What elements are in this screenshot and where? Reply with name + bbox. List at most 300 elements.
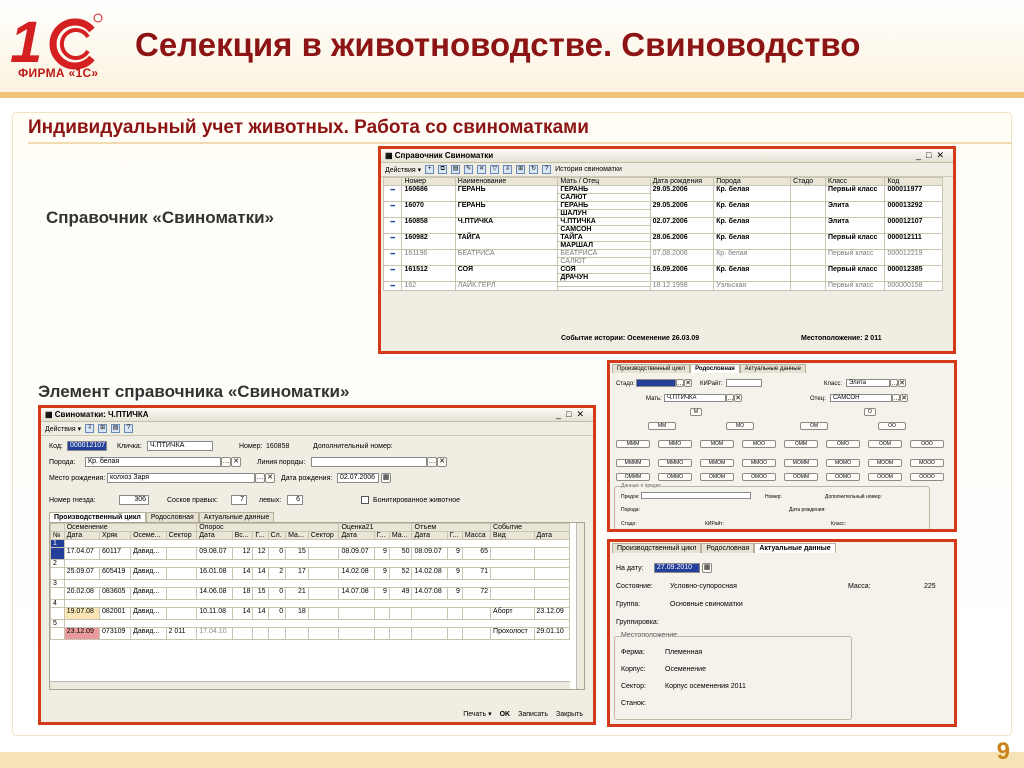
- column-header: Дата: [339, 532, 374, 540]
- delete-icon[interactable]: ✕: [479, 166, 485, 172]
- teats-label: Сосков правых:: [167, 497, 218, 504]
- cycle-cell-fd: 14.06.08: [197, 588, 232, 600]
- pedigree-ancestor-button[interactable]: МОО: [742, 440, 776, 448]
- actions-menu[interactable]: Действия ▾: [45, 425, 82, 433]
- row-marker-icon: ━: [384, 202, 402, 218]
- group-header: Осеменение: [64, 524, 197, 532]
- pedigree-ancestor-button[interactable]: ОО: [878, 422, 906, 430]
- cell-father: ДРАЧУН: [558, 274, 650, 282]
- pedigree-ancestor-button[interactable]: ММОМ: [700, 459, 734, 467]
- breed-field[interactable]: Кр. белая: [85, 457, 221, 467]
- cycle-cell-sec: [166, 608, 197, 620]
- column-header: Дата: [64, 532, 99, 540]
- history-button[interactable]: История свиноматки: [555, 166, 622, 173]
- pedigree-ancestor-button[interactable]: ОМО: [826, 440, 860, 448]
- cycle-cell-wd: [412, 608, 447, 620]
- help-icon[interactable]: ?: [124, 424, 133, 433]
- cycle-cell-od: 14.02.08: [339, 568, 374, 580]
- pedigree-ancestor-button[interactable]: МММО: [658, 459, 692, 467]
- column-header: Ма...: [389, 532, 412, 540]
- pedigree-ancestor-button[interactable]: ООМО: [826, 473, 860, 481]
- column-header: Дата: [197, 532, 232, 540]
- list-icon[interactable]: ≡: [503, 165, 512, 174]
- pedigree-tabs: [612, 364, 952, 373]
- group-label: Группа:: [616, 601, 641, 608]
- cycle-cell-o1: 9: [374, 588, 389, 600]
- pedigree-ancestor-button[interactable]: МОМО: [826, 459, 860, 467]
- father-field[interactable]: САМСОН: [830, 394, 892, 402]
- cycle-cell-evd: [534, 568, 569, 580]
- pedigree-ancestor-button[interactable]: МММ: [616, 440, 650, 448]
- pedigree-ancestor-button[interactable]: ООМ: [868, 440, 902, 448]
- column-header: Сектор: [166, 532, 197, 540]
- cell-name: СОЯ: [455, 266, 558, 282]
- cell-code: 000013292: [885, 202, 943, 218]
- cycle-cell-w2: [462, 628, 490, 640]
- ancestor-field[interactable]: [641, 492, 751, 499]
- print-button[interactable]: Печать ▾: [463, 711, 492, 718]
- cell-number: 16070: [402, 202, 455, 218]
- cell-herd: [791, 218, 826, 234]
- pedigree-ancestor-button[interactable]: МОМ: [700, 440, 734, 448]
- clear-button[interactable]: ✕: [735, 395, 741, 402]
- cell-name: ГЕРАНЬ: [455, 202, 558, 218]
- cell-birthdate: 02.07.2006: [650, 218, 714, 234]
- cycle-row-marker: [51, 588, 65, 600]
- cycle-cell-v3: 2: [268, 568, 286, 580]
- farm-value: Племенная: [665, 649, 703, 656]
- table-row[interactable]: [384, 250, 943, 258]
- cycle-cell-ins: Давид...: [131, 628, 166, 640]
- cycle-row-header: [51, 540, 570, 548]
- tab-production-cycle[interactable]: Производственный цикл: [612, 543, 701, 553]
- cycle-cell-s2: [308, 628, 339, 640]
- cycle-cell-v3: 0: [268, 548, 286, 560]
- number-value: 160858: [266, 443, 290, 450]
- cycle-cell-od: 14.07.08: [339, 588, 374, 600]
- select-button[interactable]: …: [222, 458, 230, 465]
- pedigree-ancestor-button[interactable]: ОМОО: [742, 473, 776, 481]
- production-cycle-grid: [49, 522, 585, 690]
- cycle-cell-evd: [534, 548, 569, 560]
- calendar-icon[interactable]: ▦: [703, 564, 711, 571]
- cell-code: 000011977: [885, 186, 943, 202]
- logo-caption: ФИРМА «1С»: [18, 66, 99, 80]
- cell-birthdate: 29.05.2006: [650, 202, 714, 218]
- cycle-row-spacer: [64, 580, 569, 588]
- cycle-cell-o1: [374, 608, 389, 620]
- cycle-cell-o1: 9: [374, 548, 389, 560]
- pedigree-ancestor-button[interactable]: ОМ: [800, 422, 828, 430]
- state-value: Условно-супоросная: [670, 583, 737, 590]
- cell-code: 000012107: [885, 218, 943, 234]
- copy-icon[interactable]: ⧉: [438, 165, 447, 174]
- cycle-cell-w1: 9: [447, 568, 462, 580]
- cycle-cell-w2: 72: [462, 588, 490, 600]
- column-header[interactable]: Класс: [826, 178, 885, 186]
- cycle-cell-boar: 60117: [100, 548, 131, 560]
- report-icon[interactable]: ▤: [112, 425, 119, 431]
- cycle-cell-wd: 14.02.08: [412, 568, 447, 580]
- cell-class: Первый класс: [826, 250, 885, 266]
- table-row[interactable]: [384, 202, 943, 210]
- pedigree-ancestor-button[interactable]: ОМОМ: [700, 473, 734, 481]
- pedigree-ancestor-button[interactable]: МООО: [910, 459, 944, 467]
- select-button[interactable]: …: [428, 458, 436, 465]
- pedigree-ancestor-button[interactable]: МООМ: [868, 459, 902, 467]
- tab-production-cycle[interactable]: Производственный цикл: [49, 512, 146, 522]
- birthplace-field[interactable]: колхоз Заря: [107, 473, 255, 483]
- group-header: Оценка21: [339, 524, 412, 532]
- close-button[interactable]: Закрыть: [556, 710, 583, 718]
- cycle-cell-sec: [166, 568, 197, 580]
- pedigree-ancestor-button[interactable]: ММ: [648, 422, 676, 430]
- cycle-cell-o2: [389, 608, 412, 620]
- cycle-cell-o2: [389, 628, 412, 640]
- row-marker-icon: ━: [384, 186, 402, 202]
- cell-mother: ТАЙГА: [558, 234, 650, 242]
- tab-actual-data[interactable]: Актуальные данные: [740, 364, 806, 373]
- slide-title: Селекция в животноводстве. Свиноводство: [135, 26, 861, 63]
- table-row[interactable]: [384, 218, 943, 226]
- table-row[interactable]: [51, 608, 570, 620]
- pedigree-area: [610, 374, 954, 532]
- cell-breed: Кр. белая: [714, 250, 791, 266]
- actions-menu[interactable]: Действия ▾: [385, 166, 422, 174]
- ancestor-kirain-label: КИРайт:: [705, 521, 724, 527]
- cycle-cell-fd: 09.08.07: [197, 548, 232, 560]
- pedigree-ancestor-button[interactable]: ММММ: [616, 459, 650, 467]
- cell-birthdate: 07.08.2006: [650, 250, 714, 266]
- cell-herd: [791, 282, 826, 291]
- cycle-cell-s2: [308, 548, 339, 560]
- nest-field[interactable]: 306: [119, 495, 149, 505]
- ancestor-title: Данные о предке: [621, 483, 661, 489]
- select-button[interactable]: …: [727, 395, 734, 402]
- location-title: Местоположение: [621, 632, 678, 639]
- cycle-cell-ins: Давид...: [131, 588, 166, 600]
- cycle-cell-o1: 9: [374, 568, 389, 580]
- cell-breed: Кр. белая: [714, 266, 791, 282]
- folder-icon: ▦: [45, 410, 55, 419]
- cycle-cell-wd: [412, 628, 447, 640]
- table-header: [384, 178, 943, 186]
- select-button[interactable]: …: [256, 474, 264, 481]
- cycle-cell-w2: [462, 608, 490, 620]
- tab-production-cycle[interactable]: Производственный цикл: [612, 364, 690, 373]
- cell-name: ЛАЙК.ГЕРЛ: [455, 282, 558, 291]
- ancestor-addnum-label: Дополнительный номер:: [825, 494, 882, 500]
- cycle-cell-v1: [232, 628, 253, 640]
- vertical-scrollbar[interactable]: [576, 523, 584, 690]
- cell-father: [558, 286, 650, 291]
- cell-name: Ч.ПТИЧКА: [455, 218, 558, 234]
- element-header-fields: [41, 436, 593, 494]
- column-header[interactable]: Стадо: [791, 178, 826, 186]
- cycle-cell-w1: [447, 608, 462, 620]
- cell-birthdate: 29.05.2006: [650, 186, 714, 202]
- teats-left-field[interactable]: 6: [287, 495, 303, 505]
- cycle-cell-ev: [491, 548, 534, 560]
- code-field[interactable]: 000012107: [67, 441, 107, 451]
- birthdate-label: Дата рождения:: [281, 475, 333, 482]
- select-button[interactable]: …: [891, 380, 898, 387]
- table-row[interactable]: [384, 186, 943, 194]
- cycle-row-number: 2: [51, 560, 65, 568]
- pedigree-window: [607, 360, 957, 532]
- caption-directory: Справочник «Свиноматки»: [46, 208, 274, 227]
- horizontal-scrollbar[interactable]: [50, 681, 570, 689]
- ancestor-group: [614, 483, 930, 532]
- table-row[interactable]: [384, 234, 943, 242]
- history-status: Событие истории: Осеменение 26.03.09: [561, 335, 700, 342]
- cycle-cell-s2: [308, 608, 339, 620]
- mother-field[interactable]: Ч.ПТИЧКА: [664, 394, 726, 402]
- group-value: Основные свиноматки: [670, 601, 743, 608]
- cell-herd: [791, 250, 826, 266]
- clear-button[interactable]: ✕: [437, 457, 447, 467]
- cycle-row-spacer: [64, 620, 569, 628]
- stall-label: Станок:: [621, 700, 646, 707]
- pedigree-ancestor-button[interactable]: МОММ: [784, 459, 818, 467]
- tab-pedigree[interactable]: Родословная: [690, 364, 740, 373]
- table-row[interactable]: [51, 628, 570, 640]
- pedigree-ancestor-button[interactable]: МО: [726, 422, 754, 430]
- ancestor-herd-label: Стадо:: [621, 521, 637, 527]
- cycle-cell-v2: 14: [253, 568, 268, 580]
- window-title: Справочник Свиноматки: [394, 151, 494, 160]
- cycle-cell-v4: 15: [286, 548, 309, 560]
- clear-button[interactable]: ✕: [901, 395, 907, 402]
- calendar-icon[interactable]: ▦: [382, 474, 390, 481]
- cell-number: 160858: [402, 218, 455, 234]
- column-header[interactable]: Мать / Отец: [558, 178, 650, 186]
- tab-pedigree[interactable]: Родословная: [701, 543, 754, 553]
- cycle-row-header: [51, 580, 570, 588]
- directory-window: [378, 146, 956, 354]
- refresh-icon[interactable]: ↻: [531, 166, 537, 172]
- select-button[interactable]: …: [677, 380, 684, 387]
- birthdate-field[interactable]: 02.07.2006: [337, 473, 379, 483]
- column-header[interactable]: Порода: [714, 178, 791, 186]
- cell-breed: Кр. белая: [714, 218, 791, 234]
- cycle-cell-w1: 9: [447, 588, 462, 600]
- cycle-cell-o2: 50: [389, 548, 412, 560]
- select-button[interactable]: …: [893, 395, 900, 402]
- class-field[interactable]: Элита: [846, 379, 890, 387]
- table-row[interactable]: [51, 548, 570, 560]
- pedigree-ancestor-button[interactable]: ММОО: [742, 459, 776, 467]
- column-header[interactable]: Дата рождения: [650, 178, 714, 186]
- pedigree-ancestor-button[interactable]: ОООМ: [868, 473, 902, 481]
- structure-icon[interactable]: ⊞: [100, 425, 106, 431]
- element-window: [38, 405, 596, 725]
- kirain-field[interactable]: [726, 379, 762, 387]
- addnum-label: Дополнительный номер:: [313, 443, 393, 450]
- cell-father: МАРШАЛ: [558, 242, 650, 250]
- pedigree-ancestor-button[interactable]: ООО: [910, 440, 944, 448]
- cycle-cell-v4: 18: [286, 608, 309, 620]
- cycle-row-number: 5: [51, 620, 65, 628]
- teats-right-field[interactable]: 7: [231, 495, 247, 505]
- table-row[interactable]: [384, 282, 943, 287]
- cell-class: Первый класс: [826, 266, 885, 282]
- herd-field[interactable]: [636, 379, 676, 387]
- cycle-cell-wd: 14.07.08: [412, 588, 447, 600]
- teats-left-label: левых:: [259, 497, 282, 504]
- column-header[interactable]: Номер: [402, 178, 455, 186]
- cycle-cell-d: 20.02.08: [64, 588, 99, 600]
- column-header[interactable]: Наименование: [455, 178, 558, 186]
- add-icon[interactable]: +: [425, 165, 434, 174]
- column-header: Вс...: [232, 532, 253, 540]
- bonit-checkbox[interactable]: [361, 496, 369, 504]
- bonit-label: Бонитированное животное: [373, 497, 460, 504]
- page-number: 9: [996, 738, 1010, 765]
- clear-button[interactable]: ✕: [231, 457, 241, 467]
- cell-herd: [791, 186, 826, 202]
- cycle-row-spacer: [64, 600, 569, 608]
- breed-label: Порода:: [49, 459, 76, 466]
- cell-code: 000012219: [885, 250, 943, 266]
- write-button[interactable]: Записать: [518, 710, 549, 718]
- line-label: Линия породы:: [257, 459, 306, 466]
- cycle-cell-d: 25.09.07: [64, 568, 99, 580]
- edit-icon[interactable]: ✎: [466, 166, 472, 172]
- class-label: Класс:: [824, 381, 842, 387]
- actual-tabs: [612, 543, 952, 553]
- pedigree-ancestor-button[interactable]: ОММ: [784, 440, 818, 448]
- cycle-cell-v1: 14: [232, 608, 253, 620]
- ancestor-bdate-label: Дата рождения:: [789, 507, 826, 513]
- cycle-cell-boar: 083605: [100, 588, 131, 600]
- pedigree-ancestor-button[interactable]: ОООО: [910, 473, 944, 481]
- cell-code: 000000158: [885, 282, 943, 291]
- cell-class: Первый класс: [826, 282, 885, 291]
- cycle-cell-ins: Давид...: [131, 568, 166, 580]
- tab-actual-data[interactable]: Актуальные данные: [199, 512, 275, 522]
- pedigree-ancestor-button[interactable]: ММО: [658, 440, 692, 448]
- cycle-cell-o2: 52: [389, 568, 412, 580]
- cell-code: 000012385: [885, 266, 943, 282]
- tab-pedigree[interactable]: Родословная: [146, 512, 199, 522]
- line-field[interactable]: [311, 457, 427, 467]
- cycle-row-marker: [51, 568, 65, 580]
- cycle-cell-fd: 10.11.08: [197, 608, 232, 620]
- cycle-row-header: [51, 620, 570, 628]
- cycle-cell-o1: [374, 628, 389, 640]
- column-header-row: [51, 532, 570, 540]
- cycle-cell-ev: Аборт: [491, 608, 534, 620]
- filter-icon[interactable]: ▽: [490, 165, 499, 174]
- element-nest-row: [41, 494, 593, 510]
- sector-value: Корпус осеменения 2011: [665, 683, 746, 690]
- nick-field[interactable]: Ч.ПТИЧКА: [147, 441, 213, 451]
- corp-label: Корпус:: [621, 666, 646, 673]
- cell-name: ТАЙГА: [455, 234, 558, 250]
- directory-table: [383, 177, 943, 291]
- cell-birthdate: 18.12.1998: [650, 282, 714, 291]
- pedigree-ancestor-button[interactable]: ООММ: [784, 473, 818, 481]
- hierarchy-icon[interactable]: ⊞: [518, 166, 524, 172]
- table-row[interactable]: [51, 568, 570, 580]
- ancestor-breed-label: Порода:: [621, 507, 640, 513]
- ok-button[interactable]: OK: [499, 710, 511, 718]
- cycle-cell-s2: [308, 588, 339, 600]
- clear-button[interactable]: ✕: [685, 380, 691, 387]
- cycle-row-number: 3: [51, 580, 65, 588]
- clear-button[interactable]: ✕: [265, 473, 275, 483]
- pedigree-ancestor-button[interactable]: О: [864, 408, 876, 416]
- pedigree-ancestor-button[interactable]: ОМММ: [616, 473, 650, 481]
- column-header: Масса: [462, 532, 490, 540]
- column-header: Дата: [534, 532, 569, 540]
- column-header: Г...: [447, 532, 462, 540]
- directory-titlebar: [381, 149, 953, 163]
- location-status: Местоположение: 2 011: [801, 335, 882, 342]
- save-icon[interactable]: ⇩: [87, 425, 93, 431]
- date-field[interactable]: 27.09.2010: [654, 563, 700, 573]
- pedigree-ancestor-button[interactable]: ОММО: [658, 473, 692, 481]
- ancestor-number-label: Номер:: [765, 494, 782, 500]
- element-titlebar: [41, 408, 593, 422]
- cell-code: 000012111: [885, 234, 943, 250]
- cycle-cell-v2: [253, 628, 268, 640]
- column-header: Г...: [374, 532, 389, 540]
- location-group: [614, 632, 852, 720]
- cell-herd: [791, 266, 826, 282]
- add-group-icon[interactable]: ▤: [452, 166, 459, 172]
- cycle-row-number: 1: [51, 540, 65, 548]
- column-header: Вид: [491, 532, 534, 540]
- cycle-row-number: 4: [51, 600, 65, 608]
- cycle-cell-evd: 23.12.09: [534, 608, 569, 620]
- table-row[interactable]: [384, 266, 943, 274]
- ancestor-class-label: Класс:: [831, 521, 846, 527]
- cycle-cell-fd: 17.04.10: [197, 628, 232, 640]
- clear-button[interactable]: ✕: [899, 380, 905, 387]
- cycle-row-marker: [51, 608, 65, 620]
- tab-actual-data[interactable]: Актуальные данные: [754, 543, 835, 553]
- nick-label: Кличка:: [117, 443, 142, 450]
- directory-toolbar: [381, 163, 953, 177]
- cycle-cell-boar: 073109: [100, 628, 131, 640]
- column-header[interactable]: Код: [885, 178, 943, 186]
- cycle-cell-boar: 605419: [100, 568, 131, 580]
- nest-label: Номер гнезда:: [49, 497, 96, 504]
- cycle-cell-ev: [491, 568, 534, 580]
- father-label: Отец:: [810, 396, 826, 402]
- cell-mother: ГЕРАНЬ: [558, 202, 650, 210]
- cycle-cell-sec: 2 011: [166, 628, 197, 640]
- pedigree-ancestor-button[interactable]: М: [690, 408, 702, 416]
- window-controls[interactable]: _□✕: [916, 150, 949, 160]
- window-controls[interactable]: _□✕: [556, 409, 589, 419]
- row-marker-icon: ━: [384, 250, 402, 266]
- code-label: Код:: [49, 443, 63, 450]
- cycle-cell-sec: [166, 588, 197, 600]
- cell-number: 162: [402, 282, 455, 291]
- help-icon[interactable]: ?: [542, 165, 551, 174]
- cycle-cell-ev: [491, 588, 534, 600]
- date-label: На дату:: [616, 565, 644, 572]
- cell-breed: Кр. белая: [714, 202, 791, 218]
- cycle-cell-ev: Прохолост: [491, 628, 534, 640]
- mother-label: Мать:: [646, 396, 662, 402]
- cycle-cell-d: 17.04.07: [64, 548, 99, 560]
- table-row[interactable]: [51, 588, 570, 600]
- cycle-cell-v2: 14: [253, 608, 268, 620]
